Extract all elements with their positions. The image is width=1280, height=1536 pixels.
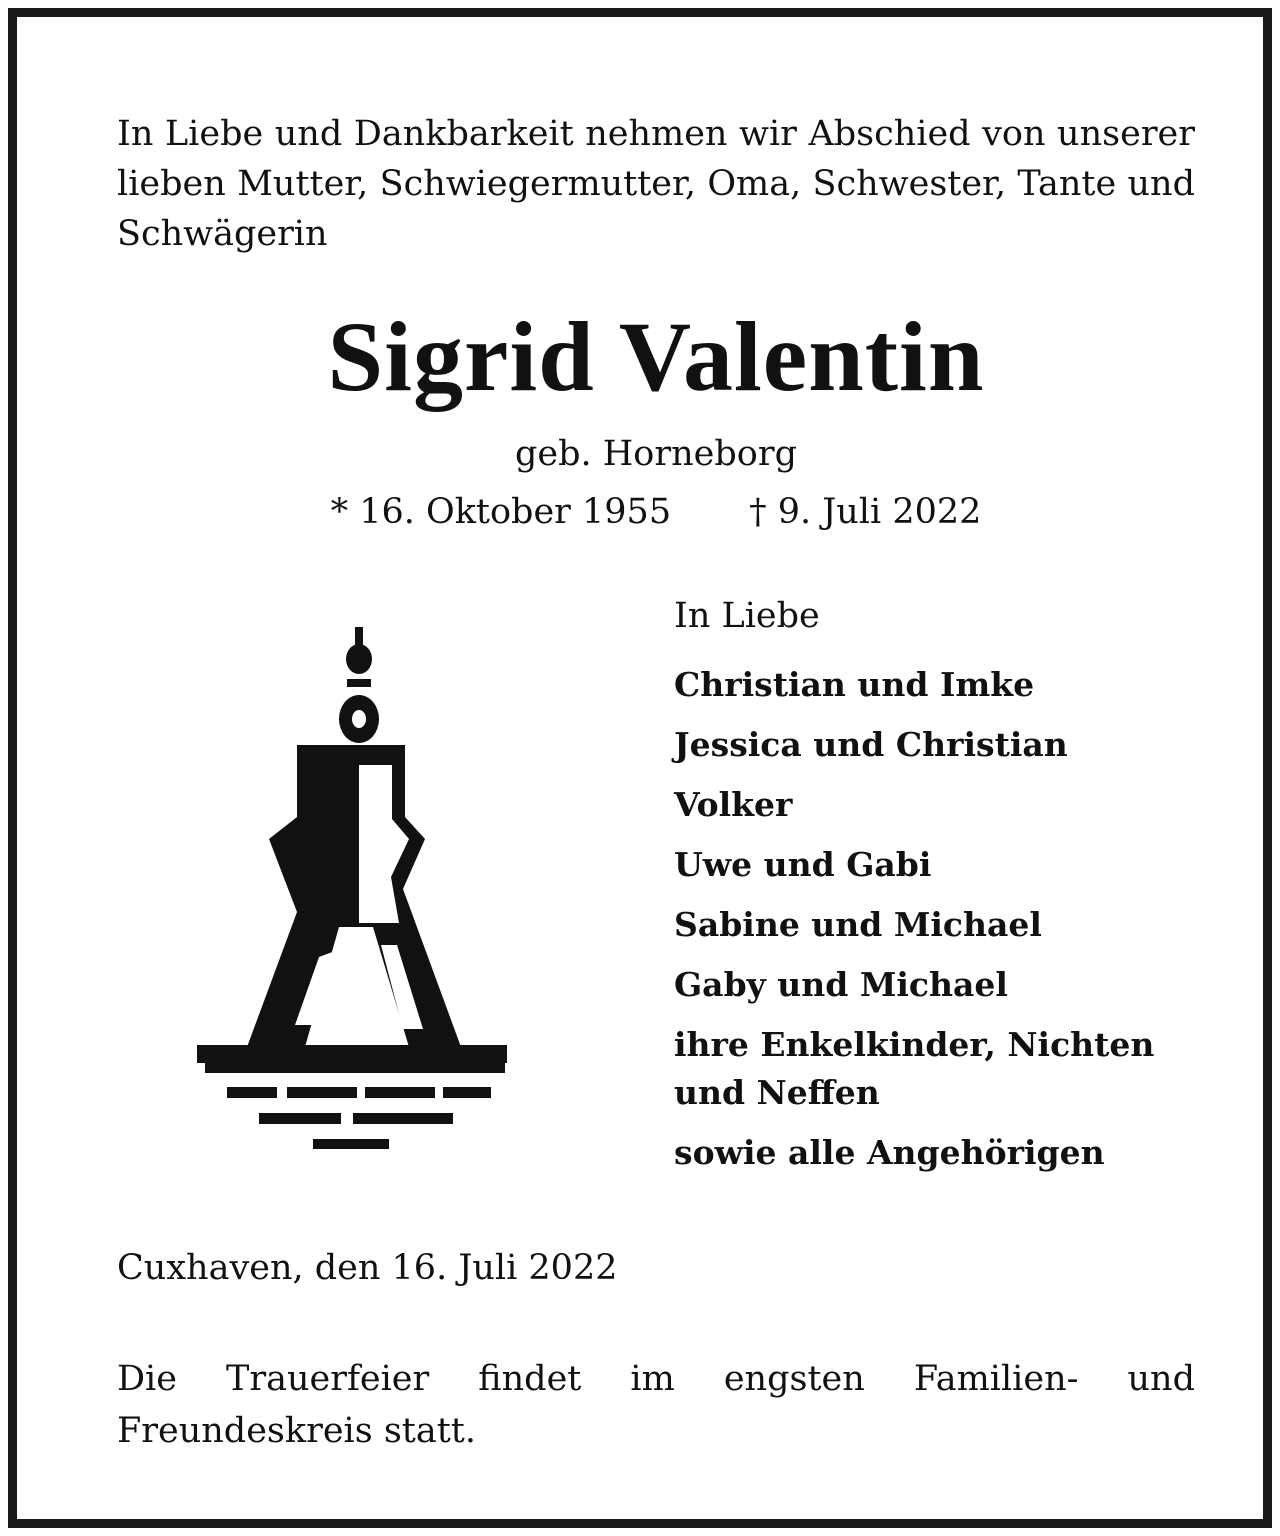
mourner-group: Uwe und Gabi <box>674 845 932 884</box>
mourner-group: ihre Enkelkinder, Nichten und Neffen <box>674 1025 1155 1112</box>
mourner-group: Jessica und Christian <box>674 725 1068 764</box>
mourners-list <box>674 591 1214 1189</box>
life-dates <box>117 487 1195 537</box>
mourner-group: Gaby und Michael <box>674 965 1008 1004</box>
cuxhaven-kugelbake-icon <box>187 627 527 1167</box>
intro-text: In Liebe und Dankbarkeit nehmen wir Abschied von unserer lieben Mutter, Schwiegermutter, Oma, Schwester, Tante und Schwägerin <box>117 114 1195 254</box>
obituary-frame <box>8 8 1272 1528</box>
mourners-lead: In Liebe <box>674 596 820 636</box>
birth-date: * 16. Oktober 1955 <box>330 492 672 532</box>
death-date: † 9. Juli 2022 <box>749 492 982 532</box>
mourner-group: Christian und Imke <box>674 665 1035 704</box>
mourner-group: Volker <box>674 785 793 824</box>
place-and-date: Cuxhaven, den 16. Juli 2022 <box>117 1248 618 1288</box>
deceased-name: Sigrid Valentin <box>327 301 985 412</box>
mourner-group: Sabine und Michael <box>674 905 1042 944</box>
funeral-service-note: Die Trauerfeier findet im engsten Familien- und Freundeskreis statt. <box>117 1359 1195 1451</box>
maiden-name: geb. Horneborg <box>515 434 797 474</box>
mourner-group: sowie alle Angehörigen <box>674 1133 1105 1172</box>
